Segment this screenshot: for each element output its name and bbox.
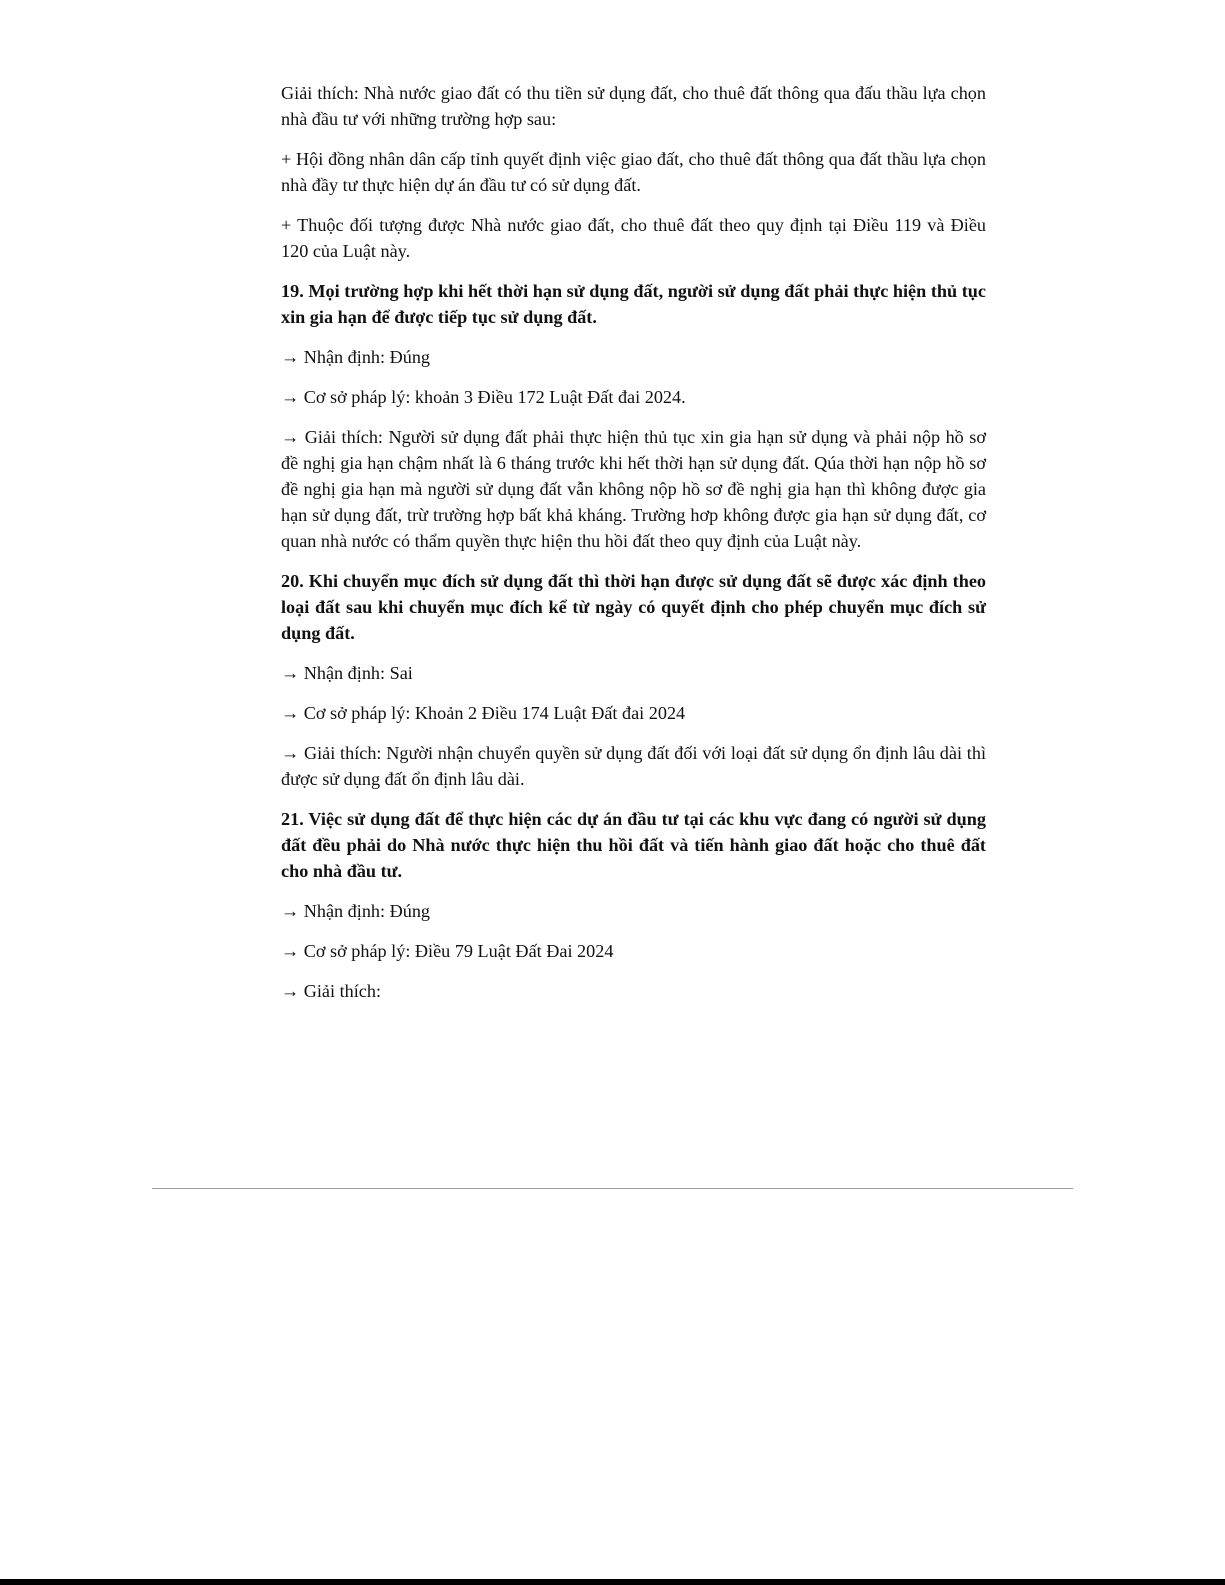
question-21-heading: 21. Việc sử dụng đất để thực hiện các dự án đầu tư tại các khu vực đang có người sử dụng đất đều phải do Nhà nước thực hiện thu hồi đất và tiến hành giao đất hoặc cho thuê đất cho nhà đầu tư. — [281, 809, 986, 881]
explanation-line: → Giải thích: — [281, 981, 382, 1001]
document-body — [281, 80, 986, 1018]
explanation-paragraph: → Giải thích: Người sử dụng đất phải thực hiện thủ tục xin gia hạn sử dụng và phải nộp hồ sơ đề nghị gia hạn chậm nhất là 6 tháng trước khi hết thời hạn sử dụng đất. Qúa thời hạn nộp hồ sơ đề nghị gia hạn mà người sử dụng đất vẫn không nộp hồ sơ đề nghị gia hạn thì không được gia hạn sử dụng đất, trừ trường hợp bất khả kháng. Trường hơp không được gia hạn sử dụng đất, cơ quan nhà nước có thẩm quyền thực hiện thu hồi đất theo quy định của Luật này. — [281, 427, 986, 551]
verdict-line: → Nhận định: Sai — [281, 663, 413, 683]
legal-basis-line: → Cơ sở pháp lý: Khoản 2 Điều 174 Luật Đất đai 2024 — [281, 703, 686, 723]
list-item: + Thuộc đối tượng được Nhà nước giao đất, cho thuê đất theo quy định tại Điều 119 và Điều 120 của Luật này. — [281, 215, 986, 261]
explanation-paragraph: → Giải thích: Người nhận chuyển quyền sử dụng đất đối với loại đất sử dụng ổn định lâu dài thì được sử dụng đất ổn định lâu dài. — [281, 743, 986, 789]
verdict-line: → Nhận định: Đúng — [281, 347, 431, 367]
legal-basis-line: → Cơ sở pháp lý: Điều 79 Luật Đất Đai 2024 — [281, 941, 614, 961]
explanation-paragraph: Giải thích: Nhà nước giao đất có thu tiền sử dụng đất, cho thuê đất thông qua đấu thầu lựa chọn nhà đầu tư với những trường hợp sau: — [281, 83, 986, 129]
question-20-heading: 20. Khi chuyển mục đích sử dụng đất thì thời hạn được sử dụng đất sẽ được xác định theo loại đất sau khi chuyển mục đích kể từ ngày có quyết định cho phép chuyển mục đích sử dụng đất. — [281, 571, 986, 643]
bottom-edge-bar — [0, 1579, 1225, 1585]
verdict-line: → Nhận định: Đúng — [281, 901, 431, 921]
page-divider — [152, 1188, 1073, 1189]
question-19-heading: 19. Mọi trường hợp khi hết thời hạn sử dụng đất, người sử dụng đất phải thực hiện thủ tục xin gia hạn để được tiếp tục sử dụng đất. — [281, 281, 986, 327]
list-item: + Hội đồng nhân dân cấp tỉnh quyết định việc giao đất, cho thuê đất thông qua đất thầu lựa chọn nhà đầy tư thực hiện dự án đầu tư có sử dụng đất. — [281, 149, 986, 195]
legal-basis-line: → Cơ sở pháp lý: khoản 3 Điều 172 Luật Đất đai 2024. — [281, 387, 686, 407]
